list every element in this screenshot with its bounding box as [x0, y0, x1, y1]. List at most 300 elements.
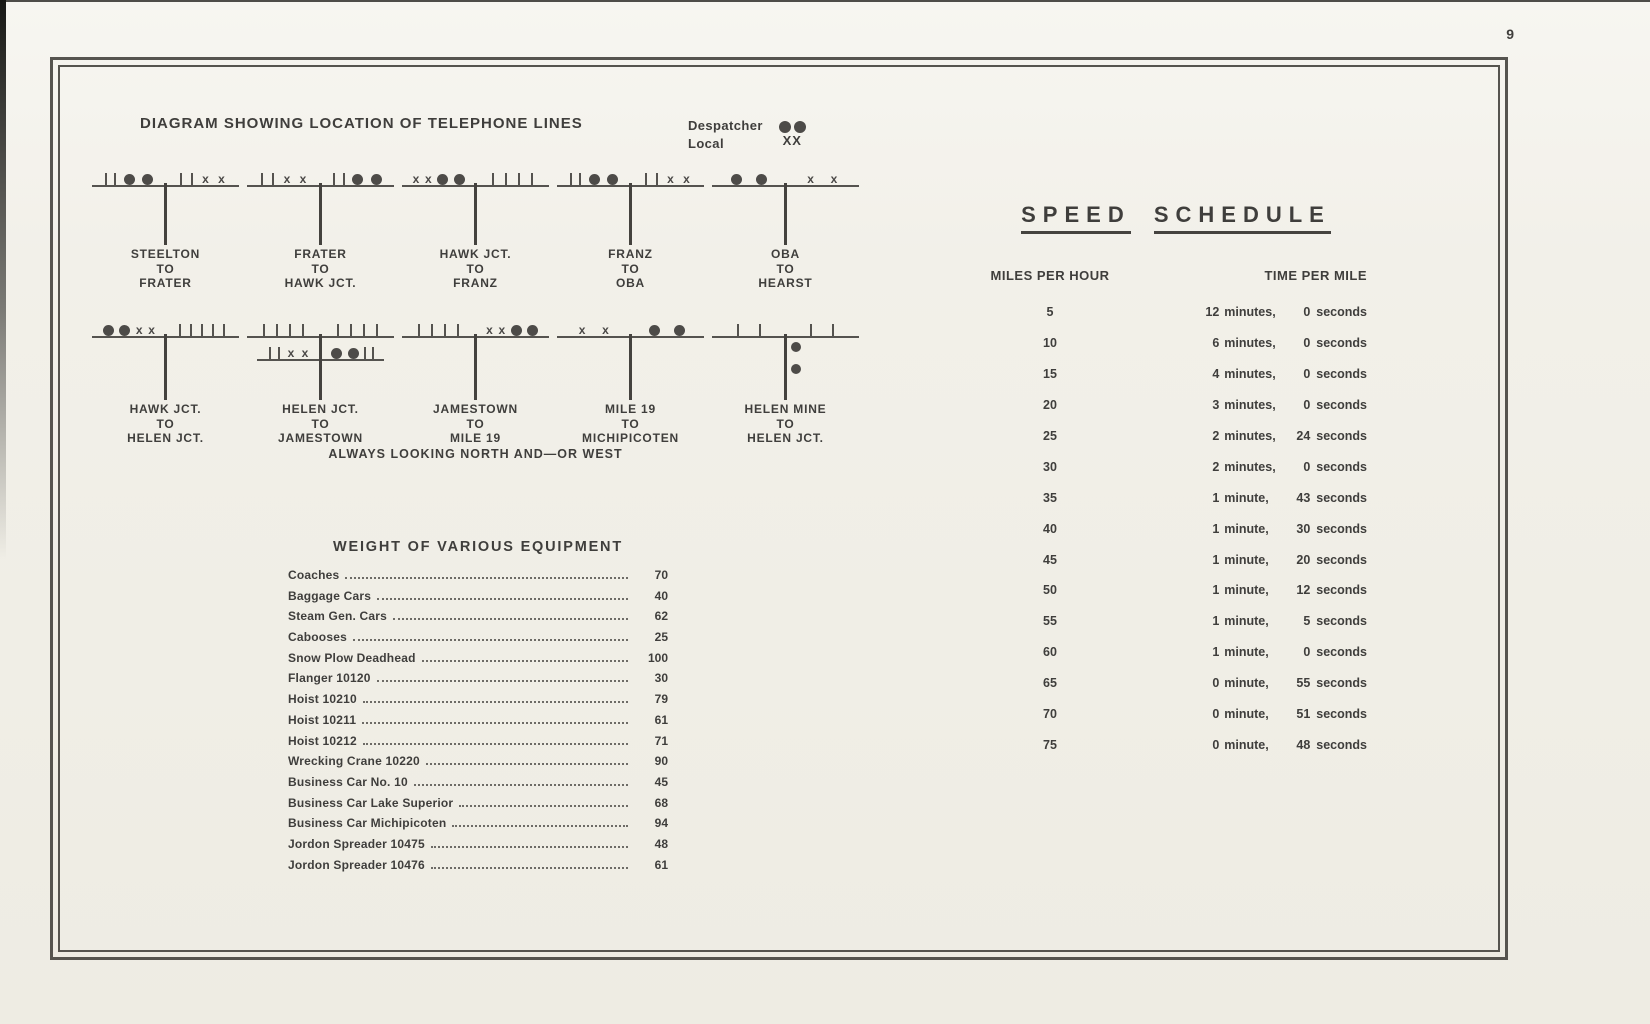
tick-mark-icon: [832, 324, 834, 336]
dotted-leader: [362, 722, 628, 724]
speed-row: [985, 482, 1367, 513]
equipment-weight: 61: [654, 857, 668, 872]
equipment-weight: 48: [654, 836, 668, 851]
equipment-name: Hoist 10212: [288, 733, 357, 748]
wire-right-symbols: [786, 169, 860, 185]
weight-row: [288, 754, 668, 775]
wire-left-symbols: [557, 320, 631, 336]
despatcher-dot-icon: [674, 325, 685, 336]
minutes-value: 1: [1212, 614, 1220, 629]
seconds-value: 0: [1303, 459, 1311, 474]
diagram-label-line: TO: [621, 416, 640, 431]
diagram-label-line: FRANZ: [608, 247, 653, 261]
tick-mark-icon: [518, 173, 520, 185]
despatcher-dot-icon: [791, 342, 801, 352]
pole-line: [164, 334, 167, 400]
telephone-line-diagram: [88, 165, 243, 291]
local-x-icon: x: [299, 172, 307, 186]
diagram-graphic: [243, 320, 398, 400]
local-x-icon: x: [807, 172, 814, 186]
mph-value: 10: [1043, 336, 1057, 351]
equipment-name: Hoist 10211: [288, 712, 357, 727]
minutes-label: minutes,: [1224, 398, 1276, 413]
mph-value: 5: [1046, 305, 1054, 320]
diagram-footnote: ALWAYS LOOKING NORTH AND—OR WEST: [328, 447, 623, 461]
local-x-icon: x: [135, 323, 143, 337]
despatcher-dot-icon: [649, 325, 660, 336]
dotted-leader: [377, 680, 628, 682]
diagram-label-line: OBA: [615, 276, 646, 290]
tick-mark-icon: [737, 324, 739, 336]
tick-mark-icon: [570, 173, 572, 185]
diagram-label-line: FRANZ: [453, 276, 498, 290]
pole-line: [629, 334, 632, 400]
diagram-label-line: TO: [466, 416, 485, 431]
local-x-icon: x: [424, 172, 432, 186]
diagram-graphic: [708, 165, 863, 245]
time-per-mile: [1115, 367, 1367, 381]
equipment-name: Jordon Spreader 10476: [288, 857, 425, 872]
time-per-mile: [1115, 707, 1367, 721]
equipment-weight: 30: [654, 671, 668, 686]
speed-row: [985, 729, 1367, 760]
wire-left-symbols: [257, 343, 321, 359]
mph-value: 25: [1043, 429, 1057, 443]
equipment-weight: 79: [654, 692, 668, 707]
mph-value: 55: [1043, 614, 1057, 629]
legend-local-label: Local: [688, 136, 724, 151]
dotted-leader: [345, 577, 628, 579]
speed-schedule-title-word: SPEED: [1021, 202, 1131, 234]
equipment-name: Cabooses: [288, 630, 347, 645]
wire-left-symbols: [402, 320, 476, 336]
diagram-label: [127, 402, 204, 446]
mph-value: 70: [1043, 707, 1057, 722]
pole-line: [319, 334, 322, 400]
mph-value: 45: [1043, 552, 1057, 567]
telephone-line-diagram: [708, 320, 863, 446]
minutes-label: minute,: [1224, 707, 1269, 722]
seconds-label: seconds: [1316, 398, 1367, 413]
mph-value: 30: [1043, 459, 1057, 474]
telephone-line-diagram: [398, 165, 553, 291]
local-x-icon: x: [218, 172, 225, 186]
tick-mark-icon: [444, 324, 446, 336]
diagram-label-line: OBA: [770, 247, 801, 261]
speed-row: [985, 297, 1367, 328]
despatcher-dot-icon: [103, 325, 114, 336]
mph-value: 75: [1043, 737, 1057, 752]
tick-mark-icon: [276, 324, 278, 336]
local-x-icon: x: [412, 172, 420, 186]
tick-mark-icon: [505, 173, 507, 185]
local-x-icon: x: [667, 172, 674, 186]
diagram-label-line: HAWK JCT.: [129, 402, 202, 416]
despatcher-dot-icon: [124, 174, 135, 185]
seconds-label: seconds: [1316, 429, 1367, 443]
time-per-mile: [1115, 491, 1367, 505]
despatcher-dot-icon: [756, 174, 767, 185]
weight-row: [288, 568, 668, 589]
diagram-label-line: MICHIPICOTEN: [582, 431, 679, 445]
equipment-weight: 40: [654, 588, 668, 603]
speed-row: [985, 668, 1367, 699]
diagram-label-line: TO: [776, 416, 795, 431]
weight-row: [288, 775, 668, 796]
minutes-label: minutes,: [1224, 336, 1276, 351]
weight-row: [288, 692, 668, 713]
minutes-label: minutes,: [1224, 459, 1276, 474]
local-xx-symbol: XX: [782, 133, 802, 148]
minutes-value: 0: [1212, 737, 1220, 752]
speed-row: [985, 328, 1367, 359]
diagram-label: [608, 247, 653, 291]
seconds-label: seconds: [1316, 676, 1367, 691]
tick-mark-icon: [269, 347, 271, 359]
diagram-label-line: STEELTON: [130, 247, 201, 261]
minutes-value: 1: [1212, 645, 1220, 660]
tick-mark-icon: [302, 324, 304, 336]
despatcher-dot-icon: [437, 174, 448, 185]
mph-column-header: MILES PER HOUR: [990, 268, 1110, 283]
telephone-line-diagram: [398, 320, 553, 446]
diagram-graphic: [88, 320, 243, 400]
minutes-label: minute,: [1224, 737, 1269, 752]
time-per-mile: [1115, 676, 1367, 690]
speed-schedule-rows: [985, 297, 1367, 760]
wire-right-symbols: [476, 169, 550, 185]
diagram-label-line: HAWK JCT.: [284, 276, 357, 290]
telephone-line-diagram: [243, 165, 398, 291]
weight-table-title: WEIGHT OF VARIOUS EQUIPMENT: [332, 539, 623, 555]
mph-value: 35: [1043, 490, 1057, 505]
wire-right-symbols: [631, 320, 705, 336]
seconds-label: seconds: [1316, 490, 1367, 505]
weight-table: [288, 539, 668, 878]
minutes-value: 1: [1212, 552, 1220, 567]
speed-schedule-title-word: SCHEDULE: [1154, 202, 1331, 234]
speed-row: [985, 421, 1367, 452]
equipment-weight: 25: [654, 630, 668, 645]
diagram-graphic: [553, 165, 708, 245]
seconds-value: 48: [1296, 737, 1311, 752]
tick-mark-icon: [263, 324, 265, 336]
telephone-line-diagram: [243, 320, 398, 446]
seconds-value: 0: [1303, 398, 1311, 413]
time-per-mile: [1115, 614, 1367, 628]
wire-right-symbols: [786, 320, 860, 336]
diagram-label-line: TO: [621, 261, 640, 276]
mph-value: 15: [1043, 367, 1057, 382]
local-x-icon: x: [301, 346, 309, 360]
wire-left-symbols: [247, 169, 321, 185]
wire-right-symbols: [166, 320, 240, 336]
equipment-weight: 71: [654, 733, 668, 748]
time-per-mile: [1115, 583, 1367, 597]
despatcher-dot-icon: [454, 174, 465, 185]
weight-row: [288, 609, 668, 630]
tick-mark-icon: [343, 173, 345, 185]
local-x-icon: x: [148, 323, 155, 337]
local-x-icon: x: [498, 323, 506, 337]
dotted-leader: [393, 618, 628, 620]
time-per-mile: [1115, 398, 1367, 412]
tick-mark-icon: [223, 324, 225, 336]
despatcher-dot-icon: [352, 174, 363, 185]
weight-row: [288, 816, 668, 837]
scan-edge-left: [0, 0, 6, 560]
speed-row: [985, 699, 1367, 730]
local-x-icon: x: [578, 323, 586, 337]
equipment-name: Wrecking Crane 10220: [288, 754, 420, 769]
tick-mark-icon: [363, 324, 365, 336]
weight-row: [288, 796, 668, 817]
wire-left-symbols: [712, 320, 786, 336]
seconds-label: seconds: [1316, 645, 1367, 660]
dotted-leader: [377, 598, 628, 600]
seconds-label: seconds: [1316, 614, 1367, 629]
equipment-name: Hoist 10210: [288, 692, 357, 707]
minutes-value: 2: [1212, 429, 1220, 443]
seconds-value: 0: [1303, 305, 1311, 320]
mph-value: 65: [1043, 676, 1057, 691]
despatcher-dot-icon: [607, 174, 618, 185]
minutes-value: 0: [1212, 707, 1220, 722]
seconds-value: 0: [1303, 336, 1311, 351]
diagram-label-line: MILE 19: [605, 402, 656, 416]
seconds-value: 43: [1296, 490, 1311, 505]
dotted-leader: [431, 867, 628, 869]
telephone-diagram-row-2: [88, 320, 863, 446]
diagram-label-line: TO: [776, 261, 795, 276]
despatcher-dot-icon: [142, 174, 153, 185]
tick-mark-icon: [261, 173, 263, 185]
seconds-label: seconds: [1316, 336, 1367, 351]
minutes-label: minute,: [1224, 676, 1269, 691]
wire-right-symbols: [476, 320, 550, 336]
seconds-label: seconds: [1316, 707, 1367, 722]
dot-icon: [794, 121, 806, 133]
tick-mark-icon: [333, 173, 335, 185]
wire-left-symbols: [92, 169, 166, 185]
time-per-mile: [1115, 305, 1367, 319]
diagram-label-line: JAMESTOWN: [433, 402, 518, 416]
diagram-label-line: TO: [156, 416, 175, 431]
wire-left-symbols: [92, 320, 166, 336]
weight-row: [288, 589, 668, 610]
despatcher-dots-icon: [779, 121, 806, 133]
equipment-name: Snow Plow Deadhead: [288, 650, 416, 665]
time-per-mile: [1115, 522, 1367, 536]
equipment-weight: 62: [654, 609, 668, 624]
telephone-diagram-row-1: [88, 165, 863, 291]
seconds-value: 5: [1303, 614, 1311, 629]
local-x-icon: x: [602, 323, 609, 337]
tick-mark-icon: [114, 173, 116, 185]
weight-row: [288, 837, 668, 858]
diagram-label-line: HELEN MINE: [744, 402, 827, 416]
dotted-leader: [363, 743, 628, 745]
seconds-value: 30: [1296, 521, 1311, 536]
seconds-value: 20: [1296, 552, 1311, 567]
legend-despatcher-label: Despatcher: [688, 118, 763, 133]
diagram-label: [285, 247, 357, 291]
local-x-icon: x: [287, 346, 295, 360]
minutes-label: minutes,: [1224, 305, 1276, 320]
tick-mark-icon: [180, 173, 182, 185]
equipment-name: Coaches: [288, 568, 340, 582]
diagram-graphic: [243, 165, 398, 245]
minutes-value: 0: [1212, 676, 1220, 691]
speed-row: [985, 359, 1367, 390]
speed-row: [985, 451, 1367, 482]
minutes-value: 3: [1212, 398, 1220, 413]
wire-right-symbols: [166, 169, 240, 185]
equipment-weight: 94: [654, 816, 668, 831]
dotted-leader: [353, 639, 628, 641]
mph-value: 50: [1043, 583, 1057, 598]
despatcher-dot-icon: [371, 174, 382, 185]
seconds-value: 55: [1296, 676, 1311, 691]
local-x-icon: x: [486, 323, 493, 337]
equipment-weight: 70: [654, 568, 668, 582]
seconds-label: seconds: [1316, 583, 1367, 598]
pole-line: [474, 334, 477, 400]
diagram-label: [433, 402, 518, 446]
tick-mark-icon: [492, 173, 494, 185]
seconds-label: seconds: [1316, 737, 1367, 752]
speed-schedule: [985, 202, 1367, 760]
diagram-label-line: FRATER: [294, 247, 347, 261]
dotted-leader: [459, 805, 628, 807]
pole-line: [319, 183, 322, 245]
diagram-label-line: HELEN JCT.: [747, 431, 824, 445]
tick-mark-icon: [179, 324, 181, 336]
diagram-label-line: FRATER: [139, 276, 192, 290]
telephone-line-diagram: [708, 165, 863, 291]
despatcher-dot-icon: [348, 348, 359, 359]
minutes-label: minutes,: [1224, 367, 1276, 382]
tick-mark-icon: [431, 324, 433, 336]
local-x-icon: x: [202, 172, 209, 186]
minutes-label: minute,: [1224, 645, 1269, 660]
time-per-mile: [1115, 429, 1367, 443]
despatcher-dot-icon: [119, 325, 130, 336]
minutes-label: minute,: [1224, 552, 1269, 567]
minutes-value: 1: [1212, 583, 1220, 598]
time-per-mile: [1115, 460, 1367, 474]
tick-mark-icon: [278, 347, 280, 359]
diagram-graphic: [88, 165, 243, 245]
tick-mark-icon: [645, 173, 647, 185]
speed-row: [985, 544, 1367, 575]
diagram-label: [440, 247, 512, 291]
diagram-graphic: [553, 320, 708, 400]
telephone-line-diagram: [88, 320, 243, 446]
equipment-weight: 68: [654, 795, 668, 810]
wire-right-symbols: [321, 320, 395, 336]
weight-row: [288, 858, 668, 879]
diagram-label-line: TO: [311, 416, 330, 431]
local-x-icon: x: [830, 172, 838, 186]
minutes-value: 4: [1212, 367, 1220, 382]
equipment-name: Baggage Cars: [288, 588, 372, 603]
time-per-mile: [1115, 738, 1367, 752]
seconds-label: seconds: [1316, 459, 1367, 474]
tick-mark-icon: [272, 173, 274, 185]
tick-mark-icon: [201, 324, 203, 336]
telephone-diagram-legend: [688, 117, 806, 153]
speed-schedule-title: [985, 202, 1367, 234]
minutes-value: 12: [1205, 305, 1220, 320]
scan-edge-top: [0, 0, 1650, 2]
equipment-name: Business Car Lake Superior: [288, 795, 454, 810]
diagram-label-line: TO: [466, 261, 485, 276]
diagram-label-line: TO: [156, 261, 175, 276]
weight-table-rows: [288, 568, 668, 878]
diagram-graphic: [398, 320, 553, 400]
diagram-label-line: HEARST: [758, 276, 813, 290]
seconds-label: seconds: [1316, 521, 1367, 536]
diagram-label-line: HELEN JCT.: [282, 402, 359, 416]
minutes-label: minute,: [1224, 490, 1269, 505]
local-x-icon: x: [283, 172, 291, 186]
wire-left-symbols: [247, 320, 321, 336]
tick-mark-icon: [656, 173, 658, 185]
weight-row: [288, 630, 668, 651]
tick-mark-icon: [190, 324, 192, 336]
wire-left-symbols: [402, 169, 476, 185]
mph-value: 20: [1043, 398, 1057, 413]
mph-value: 60: [1043, 645, 1057, 660]
tick-mark-icon: [810, 324, 812, 336]
dotted-leader: [431, 846, 628, 848]
despatcher-dot-icon: [331, 348, 342, 359]
tick-mark-icon: [350, 324, 352, 336]
weight-row: [288, 713, 668, 734]
wire-left-symbols: [712, 169, 786, 185]
pole-line: [474, 183, 477, 245]
speed-schedule-headers: [985, 268, 1367, 283]
minutes-value: 1: [1212, 521, 1220, 536]
pole-line: [164, 183, 167, 245]
speed-row: [985, 606, 1367, 637]
diagram-label: [131, 247, 200, 291]
local-x-icon: x: [683, 172, 690, 186]
speed-row: [985, 513, 1367, 544]
tick-mark-icon: [579, 173, 581, 185]
time-per-mile: [1115, 553, 1367, 567]
diagram-graphic: [708, 320, 863, 400]
wire-right-symbols: [321, 343, 385, 359]
minutes-label: minutes,: [1224, 429, 1276, 443]
tick-mark-icon: [337, 324, 339, 336]
tick-mark-icon: [372, 347, 374, 359]
minutes-value: 1: [1212, 490, 1220, 505]
time-per-mile: [1115, 645, 1367, 659]
tick-mark-icon: [364, 347, 366, 359]
wire-right-symbols: [631, 169, 705, 185]
tick-mark-icon: [289, 324, 291, 336]
diagram-label: [744, 402, 826, 446]
despatcher-dot-icon: [791, 364, 801, 374]
speed-row: [985, 390, 1367, 421]
equipment-name: Business Car Michipicoten: [288, 816, 447, 831]
seconds-value: 0: [1303, 645, 1311, 660]
time-column-header: TIME PER MILE: [1264, 268, 1367, 283]
diagram-label-line: JAMESTOWN: [278, 431, 363, 445]
equipment-name: Jordon Spreader 10475: [288, 836, 425, 851]
